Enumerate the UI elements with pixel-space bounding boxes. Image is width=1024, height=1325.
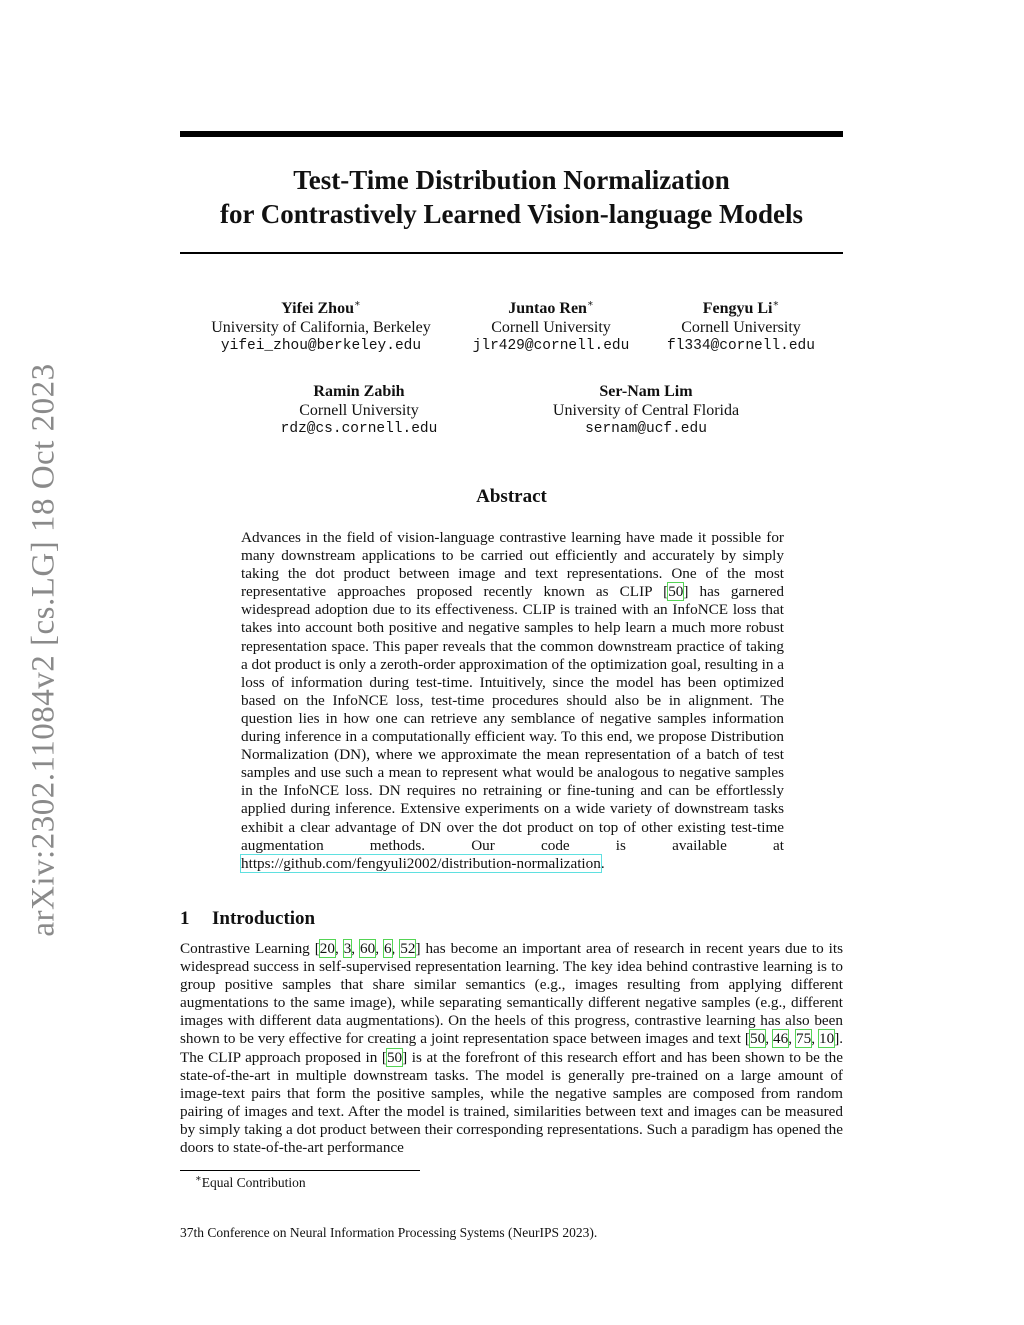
citation-link[interactable]: 6 xyxy=(383,940,392,957)
author-email: fl334@cornell.edu xyxy=(667,338,815,354)
author-email: yifei_zhou@berkeley.edu xyxy=(220,338,422,354)
author-affiliation: Cornell University xyxy=(491,318,611,336)
citation-link[interactable]: 52 xyxy=(400,940,416,957)
author-affiliation: Cornell University xyxy=(299,401,419,419)
abstract-body: Advances in the field of vision-language contrastive learning have made it possible for many downstream applications to be carried out efficiently and accurately by simply taking the dot product between image and text representations. One of the most representative approaches proposed recently known as CLIP [50] has garnered widespread adoption due to its effectiveness. CLIP is trained with an InfoNCE loss that takes into account both positive and negative samples to help learn a much more robust representation space. This paper reveals that the common downstream practice of taking a dot product is only a zeroth-order approximation of the optimization goal, resulting in a loss of information during test-time. Intuitively, since the model has been optimized based on the InfoNCE loss, test-time procedures should also be in alignment. The question lies in how one can retrieve any semblance of negative samples information during inference in a computationally efficient way. To this end, we propose Distribution Normalization (DN), where we approximate the mean representation of a batch of test samples and use such a mean to represent what would be analogous to negative samples in the InfoNCE loss. DN requires no retraining or fine-tuning and can be effortlessly applied during inference. Extensive experiments on a wide variety of downstream tasks exhibit a clear advantage of DN over the dot product on top of other existing test-time augmentation methods. Our code is available at https://github.com/fengyuli2002/distribution-normalization. xyxy=(241,529,785,872)
author-block-ramin-zabih xyxy=(281,383,438,439)
author-name: Yifei Zhou∗ xyxy=(281,298,361,317)
arxiv-identifier: arXiv:2302.11084v2 [cs.LG] 18 Oct 2023 xyxy=(25,363,62,937)
author-name: Juntao Ren∗ xyxy=(508,298,594,317)
author-block-ser-nam-lim xyxy=(553,383,739,439)
author-block-fengyu-li xyxy=(667,300,815,356)
author-email: rdz@cs.cornell.edu xyxy=(280,421,438,437)
abstract-heading: Abstract xyxy=(476,486,547,507)
paper-title xyxy=(180,163,843,231)
citation-link[interactable]: 10 xyxy=(819,1030,835,1048)
title-bottom-rule xyxy=(180,252,843,254)
author-name: Ser-Nam Lim xyxy=(599,383,693,400)
citation-link[interactable]: 75 xyxy=(796,1030,812,1048)
title-top-rule xyxy=(180,131,843,137)
author-email: jlr429@cornell.edu xyxy=(472,338,630,354)
introduction-paragraph: Contrastive Learning [20, 3, 60, 6, 52] has become an important area of research in recent years due to its widespread success in self-supervised representation learning. The key idea behind contrastive learning is to group positive samples that share similar semantics (e.g., images resulting from applying different augmentations to the same image), while separating semantically different negative samples (e.g., different images with different data augmentations). On the heels of this progress, contrastive learning has also been shown to be very effective for creating a joint representation space between images and text [50, 46, 75, 10]. The CLIP approach proposed in [50] is at the forefront of this research effort and has been shown to be the state-of-the-art in multiple downstream tasks. The model is generally pre-trained on a large amount of image-text pairs that form the positive samples, while the negative samples are composed from random pairing of images and text. After the model is trained, similarities between text and images can be measured by simply taking a dot product between their corresponding representations. Such a paradigm has opened the doors to state-of-the-art performance xyxy=(180,940,844,1157)
author-affiliation: University of California, Berkeley xyxy=(211,318,431,336)
section-heading-introduction xyxy=(180,908,315,930)
author-name: Fengyu Li∗ xyxy=(702,298,780,317)
code-url-link[interactable]: https://github.com/fengyuli2002/distribution-normalization xyxy=(241,854,601,872)
section-title: Introduction xyxy=(212,908,316,929)
citation-link[interactable]: 20 xyxy=(319,940,335,957)
citation-link[interactable]: 50 xyxy=(750,1030,766,1048)
conference-footer: 37th Conference on Neural Information Processing Systems (NeurIPS 2023). xyxy=(180,1225,598,1240)
author-name: Ramin Zabih xyxy=(313,383,405,400)
author-affiliation: Cornell University xyxy=(681,318,801,336)
citation-link[interactable]: 3 xyxy=(343,940,352,957)
citation-link[interactable]: 60 xyxy=(360,940,376,957)
citation-link[interactable]: 50 xyxy=(668,583,684,601)
footnote-rule xyxy=(180,1170,420,1171)
author-block-yifei-zhou xyxy=(211,300,431,356)
section-number: 1 xyxy=(180,908,190,929)
footnote-equal-contribution: ∗Equal Contribution xyxy=(195,1173,306,1190)
author-block-juntao-ren xyxy=(473,300,630,356)
author-email: sernam@ucf.edu xyxy=(585,421,707,437)
paper-title-line-1: Test-Time Distribution Normalization xyxy=(293,165,730,195)
citation-link[interactable]: 46 xyxy=(773,1030,789,1048)
paper-title-line-2: for Contrastively Learned Vision-language Models xyxy=(220,199,803,229)
citation-link[interactable]: 50 xyxy=(386,1048,403,1066)
author-affiliation: University of Central Florida xyxy=(552,401,740,419)
